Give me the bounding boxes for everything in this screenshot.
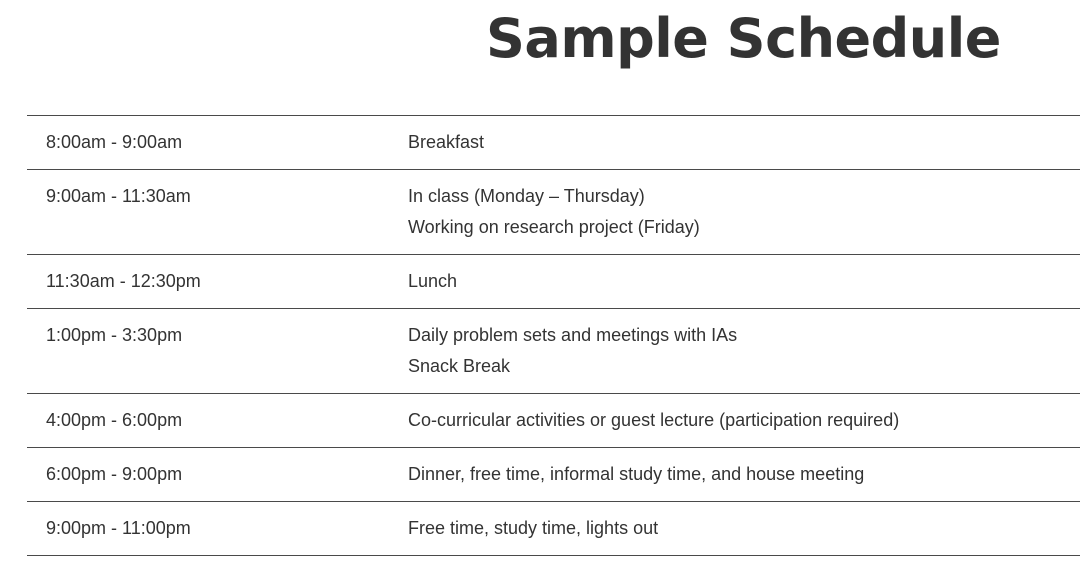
activity-line: Dinner, free time, informal study time, and house meeting: [408, 464, 865, 484]
activity-line: Breakfast: [408, 132, 485, 152]
time-cell: 1:00pm - 3:30pm: [46, 325, 183, 345]
table-row: [27, 448, 1080, 502]
table-row: [27, 170, 1080, 255]
table-row: [27, 309, 1080, 394]
activity-line: Daily problem sets and meetings with IAs: [408, 325, 738, 345]
activity-cell: [408, 516, 1080, 543]
activity-cell: [408, 269, 1080, 296]
time-cell: 9:00am - 11:30am: [46, 186, 191, 206]
activity-cell: [408, 408, 1080, 435]
table-row: [27, 116, 1080, 170]
activity-cell: [408, 184, 1080, 242]
time-cell: 9:00pm - 11:00pm: [46, 518, 191, 538]
table-row: [27, 394, 1080, 448]
table-row: [27, 255, 1080, 309]
activity-cell: [408, 130, 1080, 157]
page-title: Sample Schedule: [486, 7, 1001, 70]
schedule-table: [27, 115, 1080, 556]
time-cell: 11:30am - 12:30pm: [46, 271, 201, 291]
activity-line: Lunch: [408, 271, 458, 291]
table-row: [27, 502, 1080, 556]
activity-cell: [408, 462, 1080, 489]
activity-line: Working on research project (Friday): [408, 217, 700, 237]
time-cell: 6:00pm - 9:00pm: [46, 464, 183, 484]
activity-line: In class (Monday – Thursday): [408, 186, 645, 206]
activity-line: Free time, study time, lights out: [408, 518, 659, 538]
time-cell: 8:00am - 9:00am: [46, 132, 183, 152]
activity-line: Co-curricular activities or guest lecture (participation required): [408, 410, 900, 430]
time-cell: 4:00pm - 6:00pm: [46, 410, 183, 430]
activity-cell: [408, 323, 1080, 381]
activity-line: Snack Break: [408, 356, 511, 376]
